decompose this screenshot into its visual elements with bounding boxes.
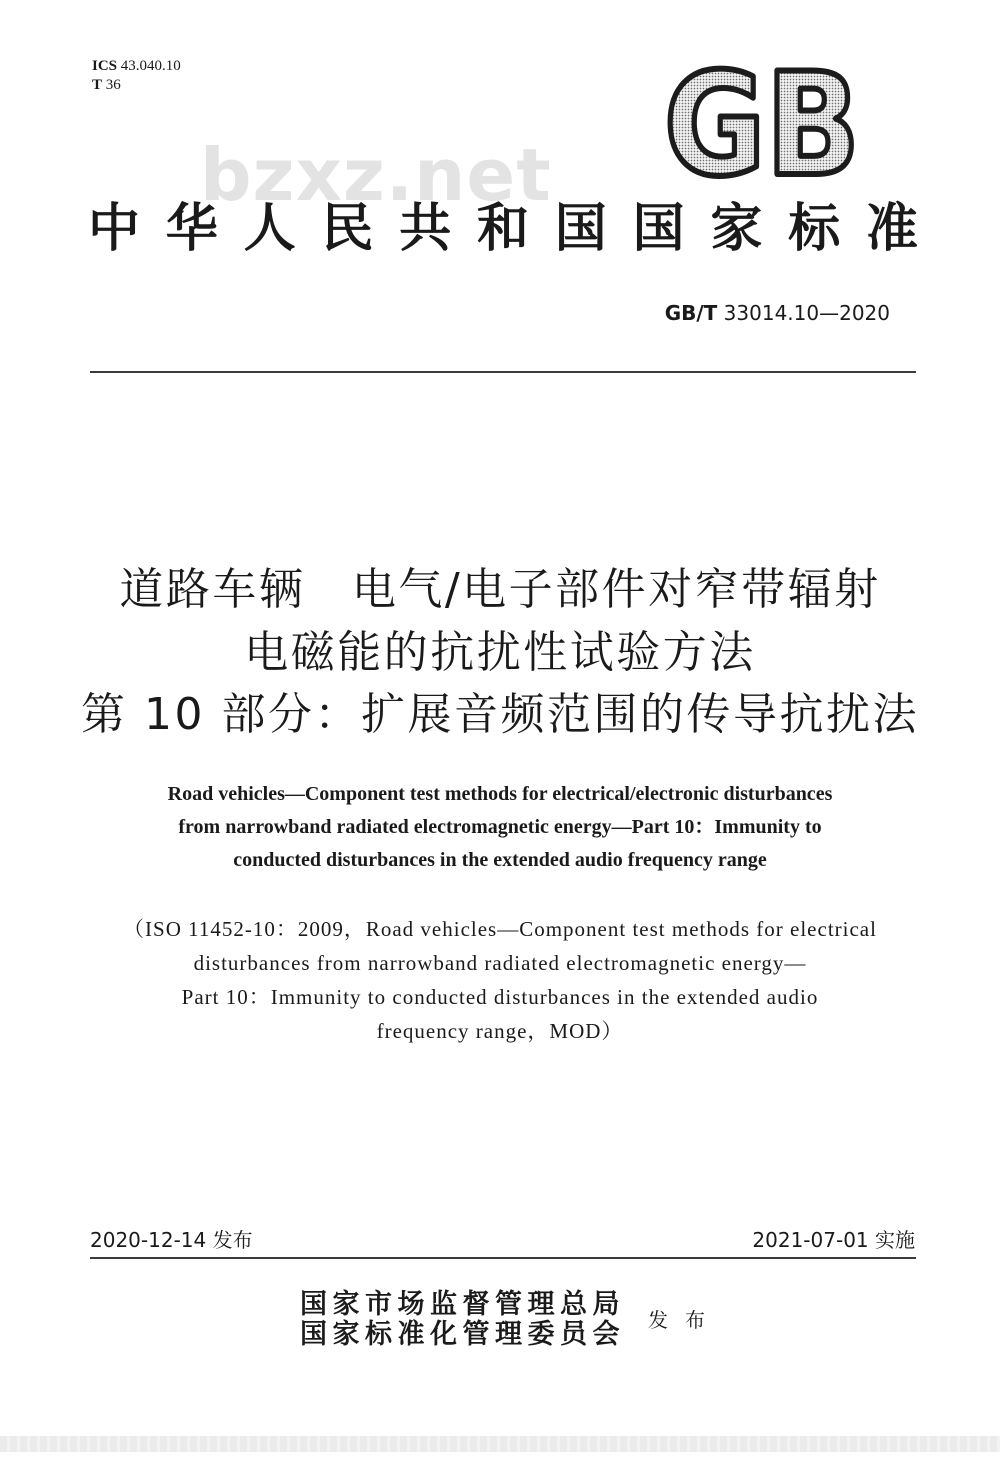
effective-date: 2021-07-01 <box>752 1228 869 1252</box>
footer-divider <box>90 1257 916 1259</box>
ics-code <box>92 57 181 76</box>
chinese-title-line: 道路车辆 电气/电子部件对窄带辐射 <box>119 564 881 615</box>
standard-number-value: 33014.10—2020 <box>723 301 890 325</box>
chinese-title <box>0 559 1000 747</box>
english-title-line: conducted disturbances in the extended audio frequency range <box>233 849 767 871</box>
gb-logo-text: GB <box>664 43 860 208</box>
gb-logo <box>660 43 865 208</box>
standard-number <box>665 300 890 326</box>
ics-value: 43.040.10 <box>120 58 181 74</box>
standard-prefix: GB/T <box>664 301 718 325</box>
watermark: bzxz.net <box>200 133 552 217</box>
national-standard-heading: 中华人民共和国国家标准 <box>88 199 944 259</box>
ccs-code <box>92 76 181 95</box>
publish-date: 2020-12-14 <box>90 1228 207 1252</box>
english-title-line: Road vehicles—Component test methods for electrical/electronic disturbances <box>167 783 833 805</box>
iso-reference-line: （ISO 11452-10：2009，Road vehicles—Component test methods for electrical <box>123 917 877 941</box>
english-title-line: from narrowband radiated electromagnetic energy—Part 10：Immunity to <box>178 816 822 838</box>
ccs-value: 36 <box>105 77 121 93</box>
issuing-authorities <box>300 1290 625 1350</box>
effective-label: 实施 <box>875 1228 915 1252</box>
issue-label: 发布 <box>648 1308 722 1332</box>
iso-reference <box>0 912 1000 1048</box>
iso-reference-line: frequency range，MOD） <box>376 1019 624 1043</box>
chinese-title-line: 第 10 部分：扩展音频范围的传导抗扰法 <box>81 689 919 740</box>
classification-codes <box>92 57 181 95</box>
scan-edge-band <box>0 1436 1000 1452</box>
publish-label: 发布 <box>212 1228 253 1252</box>
chinese-title-line: 电磁能的抗扰性试验方法 <box>244 626 756 678</box>
iso-reference-line: disturbances from narrowband radiated electromagnetic energy— <box>193 951 807 975</box>
effective-date-row <box>752 1226 915 1254</box>
publish-date-row <box>90 1226 253 1254</box>
english-title <box>0 778 1000 877</box>
iso-reference-line: Part 10：Immunity to conducted disturbances in the extended audio <box>181 985 819 1009</box>
ics-label: ICS <box>92 58 118 74</box>
header-divider <box>90 371 916 373</box>
issuer-name: 国家市场监督管理总局 <box>300 1289 625 1320</box>
issuer-name: 国家标准化管理委员会 <box>300 1319 625 1350</box>
ccs-label: T <box>92 77 103 93</box>
